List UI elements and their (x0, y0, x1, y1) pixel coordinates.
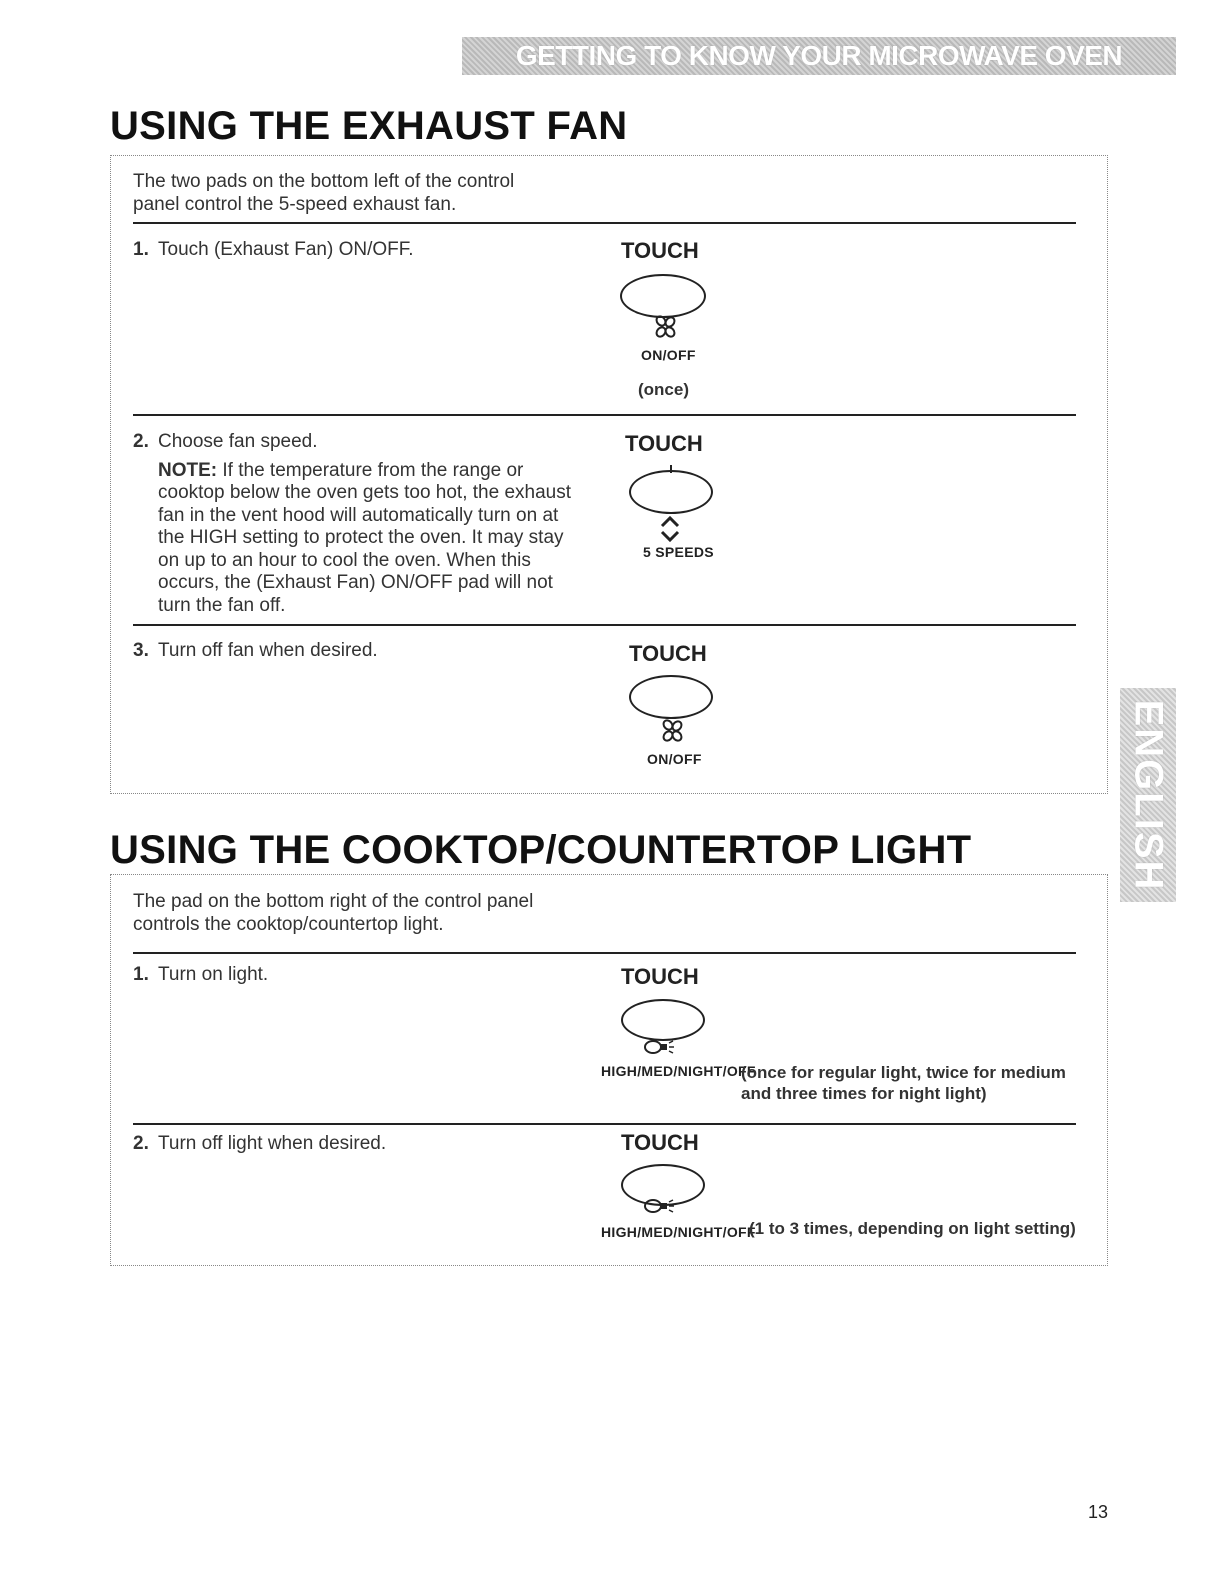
light-bulb-icon (643, 1038, 677, 1056)
pad-label: HIGH/MED/NIGHT/OFF (601, 1224, 756, 1240)
step-text: Turn off light when desired. (158, 1133, 387, 1154)
fan-speed-pad[interactable] (629, 470, 713, 514)
divider (133, 952, 1076, 954)
exhaust-fan-intro-line1: The two pads on the bottom left of the control (133, 171, 515, 192)
pad-label: 5 SPEEDS (643, 544, 714, 560)
divider (133, 624, 1076, 626)
step-number: 2. (133, 431, 149, 452)
step-number: 2. (133, 1133, 149, 1154)
cooktop-light-intro-line1: The pad on the bottom right of the control panel (133, 891, 534, 912)
touch-label: TOUCH (625, 431, 703, 456)
cooktop-light-intro-line2: controls the cooktop/countertop light. (133, 914, 444, 935)
fan-icon (659, 718, 685, 744)
fan-step-1 (133, 239, 583, 262)
side-tab-label: ENGLISH (1126, 699, 1171, 891)
page-number: 13 (1088, 1502, 1109, 1522)
note-text: If the temperature from the range or cooktop below the oven gets too hot, the exhaust fan in the vent hood will automatically turn on at the HIGH setting to protect the oven. It may stay on up to an hour to cool the oven. When this occurs, the (Exhaust Fan) ON/OFF pad will not turn the fan off. (158, 459, 572, 616)
exhaust-fan-title: USING THE EXHAUST FAN (110, 104, 628, 148)
fan-on-off-pad[interactable] (620, 274, 706, 318)
up-down-arrows-icon (659, 516, 681, 542)
fan-step-2 (133, 431, 583, 621)
fan-on-off-pad[interactable] (629, 675, 713, 719)
light-step-2 (133, 1133, 583, 1156)
step-text: Choose fan speed. (158, 431, 318, 452)
pad-label: ON/OFF (647, 751, 702, 767)
step-text: Touch (Exhaust Fan) ON/OFF. (158, 239, 414, 260)
touch-label: TOUCH (629, 641, 707, 666)
divider (133, 414, 1076, 416)
step-number: 1. (133, 964, 149, 985)
light-pad[interactable] (621, 999, 705, 1041)
remark-line-1: (once for regular light, twice for medium (741, 1063, 1066, 1082)
light-step-1 (133, 964, 583, 987)
divider (133, 222, 1076, 224)
fan-step-3 (133, 640, 583, 663)
remark-line-2: and three times for night light) (741, 1084, 987, 1103)
exhaust-fan-intro-line2: panel control the 5-speed exhaust fan. (133, 194, 457, 215)
pad-label: ON/OFF (641, 347, 696, 363)
touch-label: TOUCH (621, 1130, 699, 1155)
light-bulb-icon (643, 1197, 677, 1215)
touch-label: TOUCH (621, 238, 699, 263)
step-number: 3. (133, 640, 149, 661)
pad-tick (670, 465, 672, 473)
press-count-remark (741, 1062, 1066, 1104)
press-count: (once) (638, 380, 689, 399)
side-language-tab (1120, 688, 1176, 902)
step-number: 1. (133, 239, 149, 260)
header-banner: GETTING TO KNOW YOUR MICROWAVE OVEN (462, 37, 1176, 75)
cooktop-light-title: USING THE COOKTOP/COUNTERTOP LIGHT (110, 828, 972, 872)
exhaust-fan-box (110, 155, 1108, 794)
touch-label: TOUCH (621, 964, 699, 989)
note-label: NOTE: (158, 459, 218, 481)
step-text: Turn off fan when desired. (158, 640, 378, 661)
step-note (158, 460, 583, 618)
cooktop-light-box (110, 874, 1108, 1266)
divider (133, 1123, 1076, 1125)
pad-label: HIGH/MED/NIGHT/OFF (601, 1063, 756, 1079)
press-count-remark: (1 to 3 times, depending on light setting) (749, 1219, 1076, 1238)
step-text: Turn on light. (158, 964, 269, 985)
fan-icon (652, 314, 678, 340)
